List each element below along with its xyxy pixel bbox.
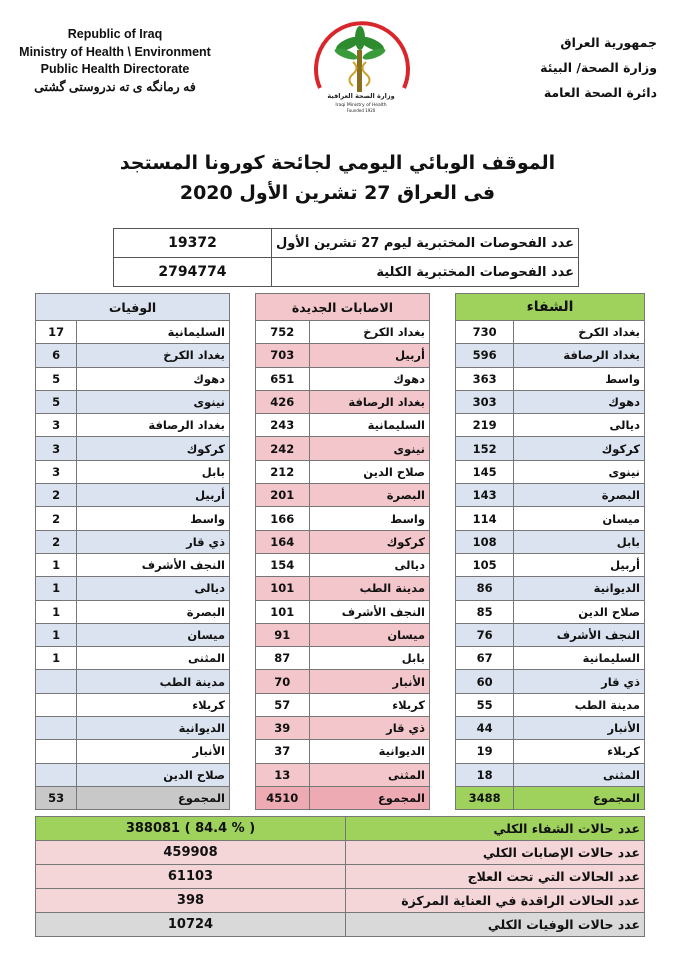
header-right-line: جمهورية العراق	[560, 35, 657, 50]
header-left-line: Republic of Iraq	[67, 27, 163, 41]
logo-english-name: Iraqi Ministry of Health	[335, 103, 387, 108]
table-row	[36, 600, 230, 623]
tests-total-row	[114, 258, 579, 287]
table-row	[456, 740, 645, 763]
table-row	[256, 321, 430, 344]
tests-daily-value: 19372	[114, 229, 272, 258]
row-governorate: مدينة الطب	[77, 670, 230, 693]
table-row	[456, 484, 645, 507]
summary-label: عدد حالات الشفاء الكلي	[346, 817, 645, 841]
header-left	[10, 26, 220, 96]
tests-table	[113, 228, 579, 287]
table-row	[256, 647, 430, 670]
row-governorate: الأنبار	[77, 740, 230, 763]
row-value: 1	[36, 600, 77, 623]
row-value: 57	[256, 693, 310, 716]
table-row	[456, 763, 645, 786]
row-governorate: ديالى	[514, 414, 645, 437]
row-value	[36, 763, 77, 786]
summary-value: 61103	[36, 865, 346, 889]
row-governorate: كربلاء	[309, 693, 429, 716]
table-row	[256, 344, 430, 367]
row-value: 114	[456, 507, 514, 530]
header-right-line: دائرة الصحة العامة	[543, 85, 657, 100]
table-row	[456, 693, 645, 716]
summary-row	[36, 889, 645, 913]
summary-body	[36, 817, 645, 937]
row-governorate: كركوك	[514, 437, 645, 460]
row-governorate: المثنى	[77, 647, 230, 670]
row-value: 105	[456, 553, 514, 576]
row-value: 1	[36, 623, 77, 646]
logo-founded: Founded 1920	[346, 108, 376, 113]
table-row	[36, 670, 230, 693]
row-value: 219	[456, 414, 514, 437]
row-value: 101	[256, 577, 310, 600]
row-value: 243	[256, 414, 310, 437]
table-row	[36, 460, 230, 483]
table-row	[256, 693, 430, 716]
summary-label: عدد الحالات الراقدة في العناية المركزة	[346, 889, 645, 913]
table-row	[456, 717, 645, 740]
table-row	[256, 530, 430, 553]
ministry-logo	[300, 10, 422, 122]
row-governorate: الديوانية	[77, 717, 230, 740]
recoveries-body	[456, 321, 645, 810]
table-row	[36, 553, 230, 576]
row-governorate: الديوانية	[514, 577, 645, 600]
row-governorate: المثنى	[309, 763, 429, 786]
row-value: 19	[456, 740, 514, 763]
table-row	[36, 484, 230, 507]
row-value: 67	[456, 647, 514, 670]
row-value: 55	[456, 693, 514, 716]
table-row	[456, 623, 645, 646]
row-governorate: بابل	[77, 460, 230, 483]
summary-row	[36, 865, 645, 889]
summary-row	[36, 817, 645, 841]
table-row	[456, 507, 645, 530]
deaths-body	[36, 321, 230, 810]
tests-daily-label: عدد الفحوصات المختبرية ليوم 27 تشرين الأول	[271, 229, 578, 258]
table-row	[256, 717, 430, 740]
table-row	[256, 437, 430, 460]
cases-table	[255, 293, 430, 810]
table-row	[256, 484, 430, 507]
row-value	[36, 717, 77, 740]
summary-label: عدد حالات الوفيات الكلي	[346, 913, 645, 937]
row-governorate: واسط	[514, 367, 645, 390]
row-governorate: كربلاء	[514, 740, 645, 763]
row-governorate: كربلاء	[77, 693, 230, 716]
table-row	[456, 600, 645, 623]
table-row	[456, 367, 645, 390]
summary-value: 388081 ( 84.4 % )	[36, 817, 346, 841]
table-row	[256, 390, 430, 413]
row-governorate: كركوك	[309, 530, 429, 553]
table-row	[36, 647, 230, 670]
row-value: 5	[36, 390, 77, 413]
table-row	[36, 693, 230, 716]
summary-label: عدد الحالات التي تحت العلاج	[346, 865, 645, 889]
row-value: 212	[256, 460, 310, 483]
header-left-line: Ministry of Health \ Environment	[19, 44, 211, 59]
row-governorate: السليمانية	[514, 647, 645, 670]
table-row	[456, 670, 645, 693]
table-row	[256, 670, 430, 693]
table-row	[256, 367, 430, 390]
row-value: 152	[456, 437, 514, 460]
table-row	[36, 367, 230, 390]
logo-arabic-name: وزارة الصحة العراقية	[327, 92, 395, 100]
row-value: 242	[256, 437, 310, 460]
row-value: 166	[256, 507, 310, 530]
row-governorate: ذي قار	[514, 670, 645, 693]
row-governorate: دهوك	[514, 390, 645, 413]
cases-header: الاصابات الجديدة	[256, 294, 430, 321]
row-value	[36, 740, 77, 763]
table-row	[456, 321, 645, 344]
table-row	[256, 740, 430, 763]
row-governorate: مدينة الطب	[514, 693, 645, 716]
row-value: 703	[256, 344, 310, 367]
row-governorate: الديوانية	[309, 740, 429, 763]
row-value: 651	[256, 367, 310, 390]
row-governorate: ميسان	[77, 623, 230, 646]
row-governorate: بغداد الرصافة	[514, 344, 645, 367]
table-row	[36, 414, 230, 437]
row-value: 60	[456, 670, 514, 693]
row-value: 2	[36, 507, 77, 530]
row-governorate: البصرة	[309, 484, 429, 507]
recoveries-table	[455, 293, 645, 810]
row-value	[36, 693, 77, 716]
row-value: 730	[456, 321, 514, 344]
report-title: الموقف الوبائي اليومي لجائحة كورونا المستجد	[119, 152, 556, 174]
recoveries-header: الشفاء	[456, 294, 645, 321]
header-right-line: وزارة الصحة/ البيئة	[540, 60, 657, 75]
row-governorate: صلاح الدين	[77, 763, 230, 786]
total-value: 3488	[456, 786, 514, 809]
row-value: 6	[36, 344, 77, 367]
row-value: 3	[36, 437, 77, 460]
row-governorate: بغداد الكرخ	[514, 321, 645, 344]
total-value: 4510	[256, 786, 310, 809]
row-value: 303	[456, 390, 514, 413]
header-right	[507, 30, 657, 105]
row-governorate: البصرة	[77, 600, 230, 623]
table-row	[36, 623, 230, 646]
table-row	[256, 577, 430, 600]
palm-tree-icon	[333, 26, 386, 92]
row-governorate: أربيل	[309, 344, 429, 367]
total-row	[456, 786, 645, 809]
deaths-table	[35, 293, 230, 810]
report-date: فى العراق 27 تشرين الأول 2020	[179, 182, 496, 204]
table-row	[256, 460, 430, 483]
table-row	[36, 740, 230, 763]
row-value: 145	[456, 460, 514, 483]
row-governorate: نينوى	[77, 390, 230, 413]
summary-table	[35, 816, 645, 937]
row-governorate: مدينة الطب	[309, 577, 429, 600]
table-row	[256, 507, 430, 530]
row-governorate: بغداد الرصافة	[77, 414, 230, 437]
row-governorate: واسط	[309, 507, 429, 530]
row-governorate: نينوى	[514, 460, 645, 483]
total-label: المجموع	[309, 786, 429, 809]
row-value: 363	[456, 367, 514, 390]
summary-row	[36, 841, 645, 865]
row-value: 154	[256, 553, 310, 576]
table-row	[456, 460, 645, 483]
row-value: 143	[456, 484, 514, 507]
row-governorate: الأنبار	[309, 670, 429, 693]
table-row	[36, 507, 230, 530]
tests-total-label: عدد الفحوصات المختبرية الكلية	[271, 258, 578, 287]
row-governorate: بابل	[309, 647, 429, 670]
row-value: 70	[256, 670, 310, 693]
row-value: 108	[456, 530, 514, 553]
table-row	[36, 321, 230, 344]
table-row	[36, 344, 230, 367]
table-row	[256, 623, 430, 646]
row-value: 164	[256, 530, 310, 553]
summary-value: 398	[36, 889, 346, 913]
table-row	[36, 577, 230, 600]
table-row	[456, 390, 645, 413]
total-row	[256, 786, 430, 809]
row-value: 101	[256, 600, 310, 623]
row-governorate: الأنبار	[514, 717, 645, 740]
total-row	[36, 786, 230, 809]
row-value: 2	[36, 530, 77, 553]
row-value: 17	[36, 321, 77, 344]
summary-value: 10724	[36, 913, 346, 937]
cases-body	[256, 321, 430, 810]
row-governorate: النجف الأشرف	[77, 553, 230, 576]
table-row	[36, 437, 230, 460]
summary-value: 459908	[36, 841, 346, 865]
row-value: 13	[256, 763, 310, 786]
row-value: 76	[456, 623, 514, 646]
row-governorate: أربيل	[514, 553, 645, 576]
row-governorate: السليمانية	[309, 414, 429, 437]
row-value: 39	[256, 717, 310, 740]
table-row	[256, 414, 430, 437]
table-row	[36, 390, 230, 413]
row-governorate: بغداد الكرخ	[309, 321, 429, 344]
row-governorate: دهوك	[77, 367, 230, 390]
row-value: 37	[256, 740, 310, 763]
row-value: 2	[36, 484, 77, 507]
row-value: 91	[256, 623, 310, 646]
row-value: 44	[456, 717, 514, 740]
table-row	[36, 763, 230, 786]
row-governorate: نينوى	[309, 437, 429, 460]
header-left-line: فه رمانگه ى ته ندروستى گشتى	[34, 79, 196, 94]
table-row	[456, 577, 645, 600]
row-governorate: أربيل	[77, 484, 230, 507]
row-value: 3	[36, 414, 77, 437]
row-value: 5	[36, 367, 77, 390]
tests-daily-row	[114, 229, 579, 258]
row-value: 3	[36, 460, 77, 483]
table-row	[456, 437, 645, 460]
table-row	[256, 553, 430, 576]
table-row	[36, 530, 230, 553]
row-governorate: السليمانية	[77, 321, 230, 344]
row-governorate: بغداد الكرخ	[77, 344, 230, 367]
row-value: 596	[456, 344, 514, 367]
row-governorate: صلاح الدين	[514, 600, 645, 623]
table-row	[456, 647, 645, 670]
row-value: 86	[456, 577, 514, 600]
row-value: 1	[36, 577, 77, 600]
row-value: 1	[36, 647, 77, 670]
total-value: 53	[36, 786, 77, 809]
header-left-line: Public Health Directorate	[40, 62, 190, 76]
row-governorate: ذي قار	[309, 717, 429, 740]
summary-row	[36, 913, 645, 937]
row-value: 85	[456, 600, 514, 623]
table-row	[456, 344, 645, 367]
deaths-header: الوفيات	[36, 294, 230, 321]
tests-total-value: 2794774	[114, 258, 272, 287]
row-governorate: النجف الأشرف	[309, 600, 429, 623]
total-label: المجموع	[77, 786, 230, 809]
row-value: 752	[256, 321, 310, 344]
row-value: 87	[256, 647, 310, 670]
row-governorate: كركوك	[77, 437, 230, 460]
row-governorate: المثنى	[514, 763, 645, 786]
row-value: 426	[256, 390, 310, 413]
total-label: المجموع	[514, 786, 645, 809]
row-value	[36, 670, 77, 693]
table-row	[456, 414, 645, 437]
row-governorate: ديالى	[309, 553, 429, 576]
row-governorate: البصرة	[514, 484, 645, 507]
row-governorate: صلاح الدين	[309, 460, 429, 483]
table-row	[256, 763, 430, 786]
row-governorate: بغداد الرصافة	[309, 390, 429, 413]
table-row	[456, 553, 645, 576]
row-governorate: ذي قار	[77, 530, 230, 553]
row-governorate: ديالى	[77, 577, 230, 600]
table-row	[456, 530, 645, 553]
table-row	[36, 717, 230, 740]
row-governorate: بابل	[514, 530, 645, 553]
row-value: 18	[456, 763, 514, 786]
row-governorate: النجف الأشرف	[514, 623, 645, 646]
row-governorate: واسط	[77, 507, 230, 530]
row-governorate: ميسان	[309, 623, 429, 646]
row-governorate: ميسان	[514, 507, 645, 530]
row-value: 201	[256, 484, 310, 507]
row-governorate: دهوك	[309, 367, 429, 390]
table-row	[256, 600, 430, 623]
summary-label: عدد حالات الإصابات الكلي	[346, 841, 645, 865]
row-value: 1	[36, 553, 77, 576]
